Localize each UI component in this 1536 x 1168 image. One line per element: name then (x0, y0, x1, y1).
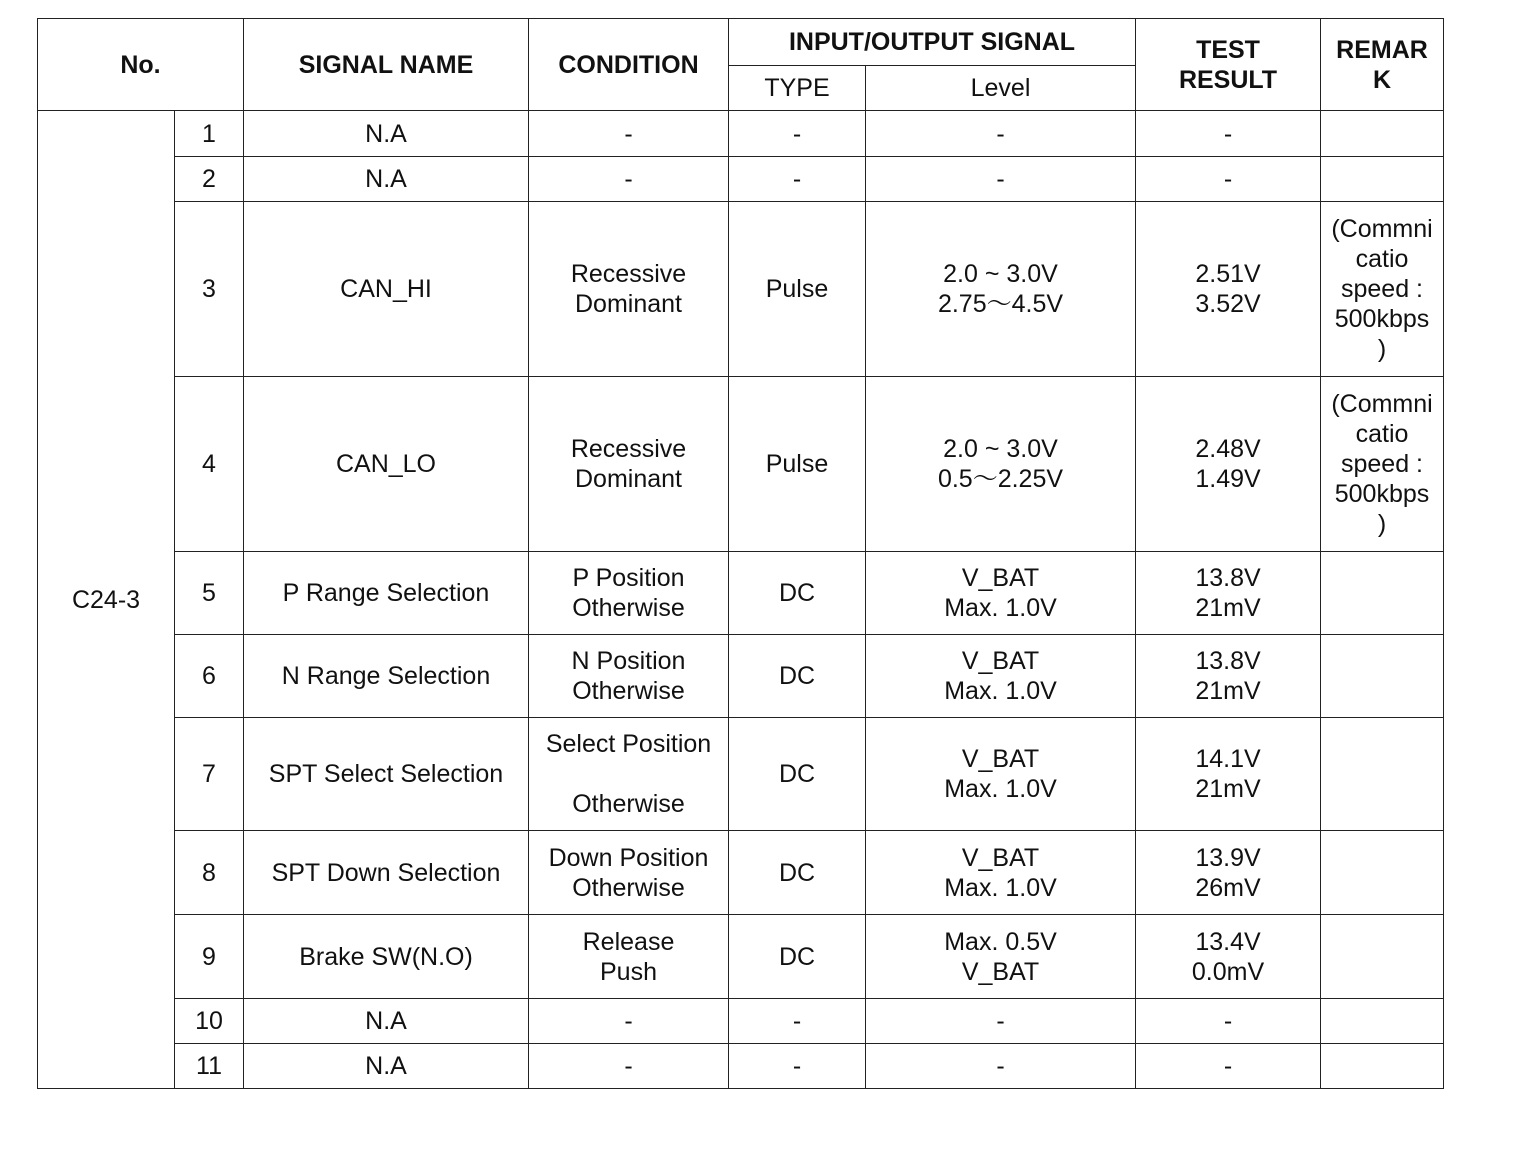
header-signal-name: SIGNAL NAME (244, 19, 529, 111)
test-result-cell: 2.51V 3.52V (1136, 202, 1321, 377)
condition-cell: Recessive Dominant (529, 377, 729, 552)
test-result-cell: - (1136, 1044, 1321, 1089)
header-condition: CONDITION (529, 19, 729, 111)
level-cell: - (866, 111, 1136, 157)
condition-cell: - (529, 999, 729, 1044)
signal-name-cell: N.A (244, 1044, 529, 1089)
test-result-cell: - (1136, 157, 1321, 202)
row-number: 4 (175, 377, 244, 552)
remark-cell (1321, 552, 1444, 635)
remark-cell (1321, 1044, 1444, 1089)
condition-cell: P Position Otherwise (529, 552, 729, 635)
row-number: 9 (175, 915, 244, 999)
signal-name-cell: N.A (244, 999, 529, 1044)
condition-cell: Release Push (529, 915, 729, 999)
type-cell: Pulse (729, 377, 866, 552)
level-cell: - (866, 157, 1136, 202)
signal-table (37, 18, 1444, 1089)
remark-cell (1321, 157, 1444, 202)
test-result-cell: 2.48V 1.49V (1136, 377, 1321, 552)
connector-id: C24-3 (38, 111, 175, 1089)
level-cell: V_BAT Max. 1.0V (866, 635, 1136, 718)
row-number: 10 (175, 999, 244, 1044)
signal-name-cell: CAN_HI (244, 202, 529, 377)
type-cell: DC (729, 831, 866, 915)
test-result-cell: - (1136, 999, 1321, 1044)
condition-cell: Recessive Dominant (529, 202, 729, 377)
remark-cell (1321, 635, 1444, 718)
row-number: 8 (175, 831, 244, 915)
signal-name-cell: N Range Selection (244, 635, 529, 718)
table-row (38, 202, 1444, 377)
header-remark: REMAR K (1321, 19, 1444, 111)
remark-cell (1321, 111, 1444, 157)
type-cell: Pulse (729, 202, 866, 377)
row-number: 5 (175, 552, 244, 635)
table-row (38, 1044, 1444, 1089)
level-cell: - (866, 1044, 1136, 1089)
condition-cell: N Position Otherwise (529, 635, 729, 718)
table-row (38, 552, 1444, 635)
signal-name-cell: N.A (244, 157, 529, 202)
table-row (38, 718, 1444, 831)
type-cell: DC (729, 552, 866, 635)
type-cell: DC (729, 635, 866, 718)
test-result-cell: 13.8V 21mV (1136, 635, 1321, 718)
level-cell: V_BAT Max. 1.0V (866, 831, 1136, 915)
type-cell: - (729, 111, 866, 157)
test-result-cell: - (1136, 111, 1321, 157)
test-result-cell: 13.9V 26mV (1136, 831, 1321, 915)
header-level: Level (866, 66, 1136, 111)
level-cell: V_BAT Max. 1.0V (866, 718, 1136, 831)
row-number: 7 (175, 718, 244, 831)
condition-cell: - (529, 157, 729, 202)
condition-cell: Down Position Otherwise (529, 831, 729, 915)
signal-name-cell: SPT Down Selection (244, 831, 529, 915)
signal-name-cell: SPT Select Selection (244, 718, 529, 831)
condition-cell: - (529, 1044, 729, 1089)
header-io-signal: INPUT/OUTPUT SIGNAL (729, 19, 1136, 66)
header-test-result: TEST RESULT (1136, 19, 1321, 111)
row-number: 3 (175, 202, 244, 377)
table-row (38, 377, 1444, 552)
remark-cell (1321, 999, 1444, 1044)
signal-name-cell: Brake SW(N.O) (244, 915, 529, 999)
signal-name-cell: CAN_LO (244, 377, 529, 552)
type-cell: - (729, 157, 866, 202)
remark-cell (1321, 718, 1444, 831)
test-result-cell: 14.1V 21mV (1136, 718, 1321, 831)
level-cell: Max. 0.5V V_BAT (866, 915, 1136, 999)
condition-cell: Select Position Otherwise (529, 718, 729, 831)
row-number: 1 (175, 111, 244, 157)
table-row (38, 831, 1444, 915)
level-cell: - (866, 999, 1136, 1044)
type-cell: DC (729, 718, 866, 831)
remark-cell (1321, 915, 1444, 999)
table-row (38, 999, 1444, 1044)
type-cell: - (729, 1044, 866, 1089)
header-no: No. (38, 19, 244, 111)
remark-cell: (Commni catio speed : 500kbps ) (1321, 377, 1444, 552)
type-cell: - (729, 999, 866, 1044)
signal-name-cell: P Range Selection (244, 552, 529, 635)
type-cell: DC (729, 915, 866, 999)
test-result-cell: 13.4V 0.0mV (1136, 915, 1321, 999)
row-number: 6 (175, 635, 244, 718)
table-row (38, 915, 1444, 999)
remark-cell: (Commni catio speed : 500kbps ) (1321, 202, 1444, 377)
row-number: 11 (175, 1044, 244, 1089)
table-row (38, 157, 1444, 202)
table-row (38, 635, 1444, 718)
level-cell: V_BAT Max. 1.0V (866, 552, 1136, 635)
signal-name-cell: N.A (244, 111, 529, 157)
level-cell: 2.0 ~ 3.0V 0.5～2.25V (866, 377, 1136, 552)
row-number: 2 (175, 157, 244, 202)
test-result-cell: 13.8V 21mV (1136, 552, 1321, 635)
level-cell: 2.0 ~ 3.0V 2.75～4.5V (866, 202, 1136, 377)
header-type: TYPE (729, 66, 866, 111)
remark-cell (1321, 831, 1444, 915)
condition-cell: - (529, 111, 729, 157)
table-row (38, 111, 1444, 157)
